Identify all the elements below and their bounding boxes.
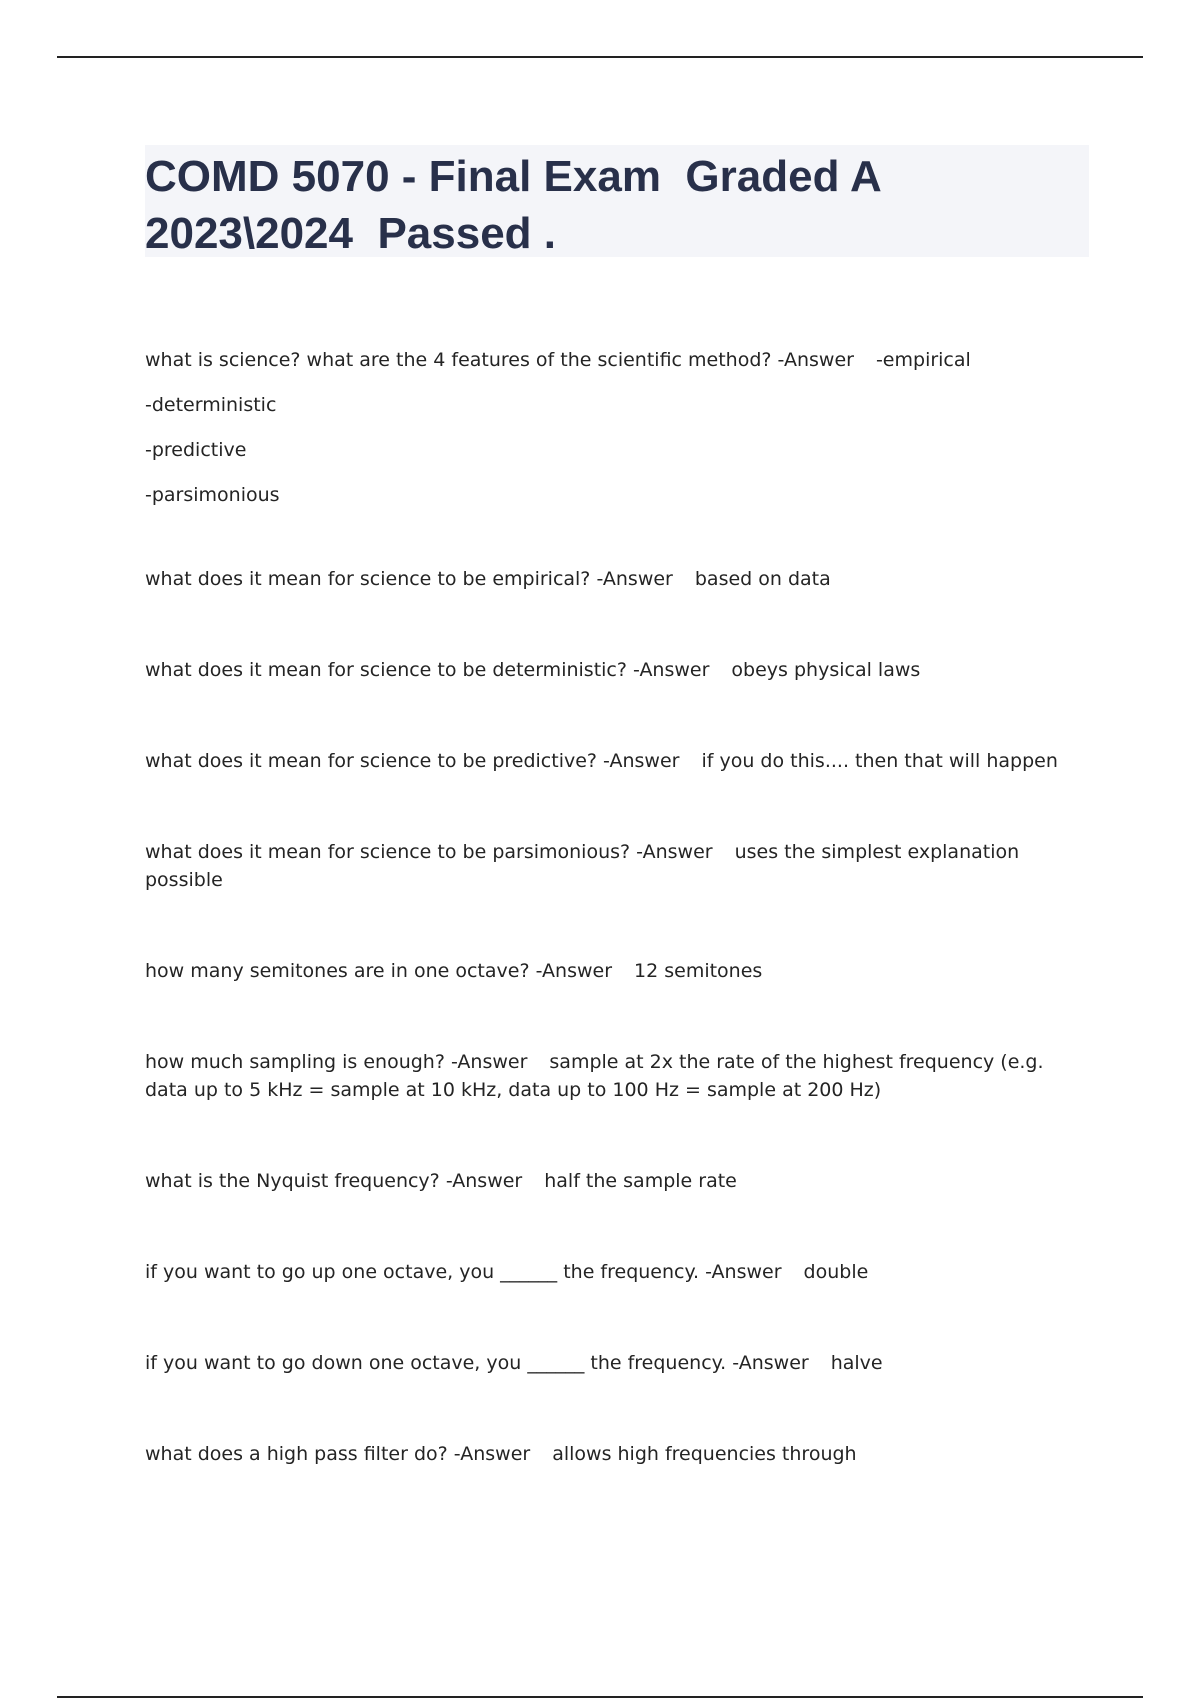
question-text: what does it mean for science to be deterministic? [145, 659, 627, 681]
answer-continuation: -deterministic [145, 394, 277, 416]
qa-item [145, 1048, 1090, 1104]
answer-marker: -Answer [603, 750, 680, 772]
qa-list [145, 346, 1090, 1531]
qa-item [145, 747, 1090, 775]
title-block [145, 145, 1089, 257]
qa-item [145, 1258, 1090, 1286]
document-title [145, 148, 1089, 262]
qa-item [145, 1440, 1090, 1468]
answer-marker: -Answer [453, 1443, 531, 1465]
qa-line [145, 1048, 1090, 1104]
question-text: what is science? what are the 4 features of the scientific method? [145, 349, 772, 371]
question-text: what does it mean for science to be parsimonious? [145, 841, 631, 863]
qa-item [145, 1349, 1090, 1377]
qa-line [145, 346, 1090, 374]
question-text: how much sampling is enough? [145, 1051, 445, 1073]
qa-item [145, 656, 1090, 684]
answer-marker: -Answer [732, 1352, 809, 1374]
qa-item [145, 565, 1090, 593]
question-text: what is the Nyquist frequency? [145, 1170, 440, 1192]
qa-item [145, 838, 1090, 894]
answer-marker: -Answer [535, 960, 613, 982]
answer-marker: -Answer [445, 1170, 523, 1192]
qa-line [145, 1440, 1090, 1468]
answer-text: double [803, 1261, 869, 1283]
qa-line [145, 1167, 1090, 1195]
question-text: how many semitones are in one octave? [145, 960, 530, 982]
question-text: if you want to go down one octave, you ______ the frequency. [145, 1352, 727, 1374]
qa-line [145, 1258, 1090, 1286]
question-text: what does it mean for science to be predictive? [145, 750, 597, 772]
qa-line [145, 1349, 1090, 1377]
title-line-1: COMD 5070 - Final Exam Graded A [145, 152, 882, 201]
qa-line [145, 565, 1090, 593]
qa-line [145, 838, 1090, 894]
answer-text: 12 semitones [634, 960, 763, 982]
answer-text: half the sample rate [544, 1170, 737, 1192]
answer-marker: -Answer [777, 349, 854, 371]
answer-text: -empirical [875, 349, 971, 371]
answer-continuation: -predictive [145, 439, 247, 461]
answer-marker: -Answer [705, 1261, 782, 1283]
question-text: if you want to go up one octave, you ______ the frequency. [145, 1261, 700, 1283]
answer-text: obeys physical laws [731, 659, 921, 681]
qa-item [145, 346, 1090, 509]
answer-marker: -Answer [450, 1051, 528, 1073]
qa-item [145, 1167, 1090, 1195]
answer-marker: -Answer [596, 568, 673, 590]
qa-line [145, 747, 1090, 775]
bottom-rule [57, 1696, 1143, 1698]
answer-text: if you do this.... then that will happen [701, 750, 1058, 772]
qa-line [145, 656, 1090, 684]
answer-text: halve [830, 1352, 883, 1374]
question-text: what does it mean for science to be empirical? [145, 568, 591, 590]
qa-item [145, 957, 1090, 985]
top-rule [57, 56, 1143, 58]
answer-text: allows high frequencies through [552, 1443, 857, 1465]
answer-marker: -Answer [636, 841, 713, 863]
answer-text: based on data [694, 568, 831, 590]
question-text: what does a high pass filter do? [145, 1443, 448, 1465]
answer-text: sample at 2x the rate of the highest frequency (e.g. data up to 5 kHz = sample at 10 kHz, data up to 100 Hz = sample at 200 Hz) [145, 1051, 1044, 1101]
title-line-2: 2023\2024 Passed . [145, 209, 556, 258]
qa-line [145, 957, 1090, 985]
answer-text: uses the simplest explanation possible [145, 841, 1020, 891]
answer-continuation: -parsimonious [145, 484, 280, 506]
answer-marker: -Answer [633, 659, 710, 681]
